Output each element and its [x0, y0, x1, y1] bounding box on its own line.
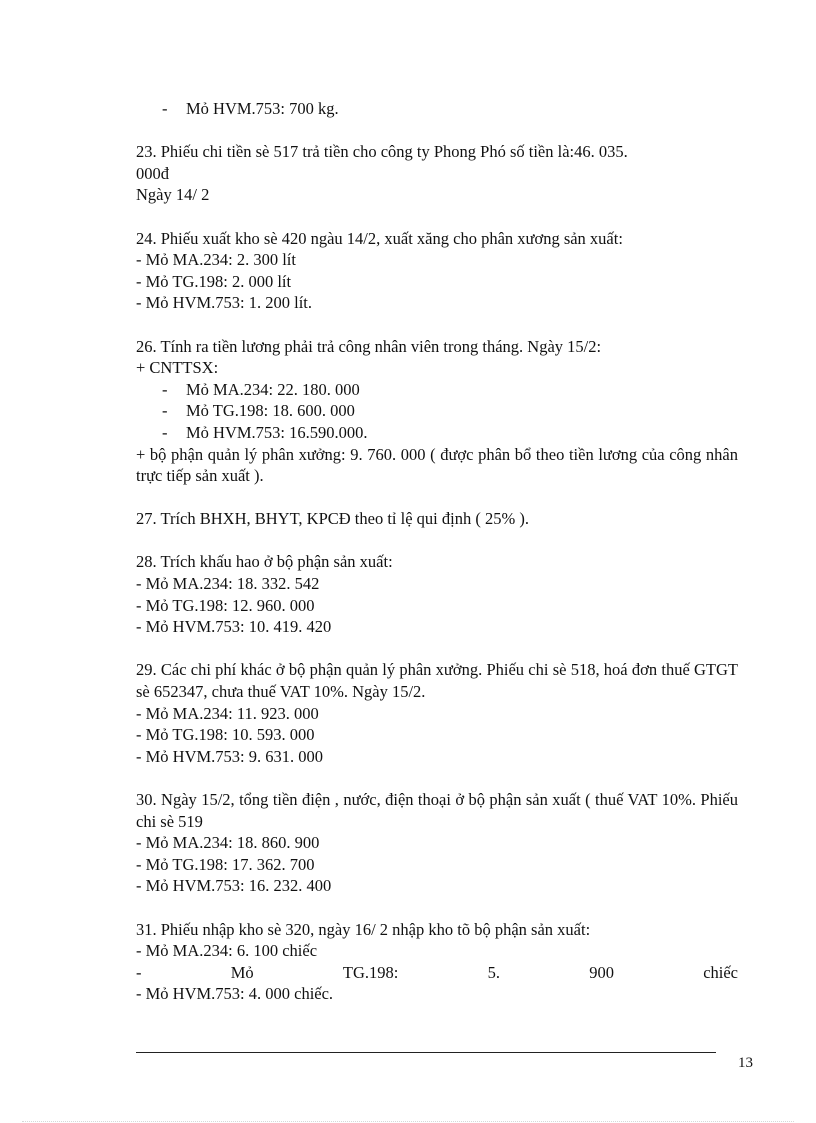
page-content [136, 98, 738, 1005]
page-bottom-border [22, 1121, 794, 1122]
item-29-heading: 29. Các chi phí khác ở bộ phận quản lý phân xưởng. Phiếu chi sè 518, hoá đơn thuế GTGT sè 652347, chưa thuế VAT 10%. Ngày 15/2. [136, 660, 738, 702]
list-item: - Mỏ TG.198: 5. 900 chiếc [136, 962, 738, 982]
item-23-line2: 000đ [136, 163, 169, 183]
list-item: - Mỏ MA.234: 2. 300 lít [136, 250, 296, 270]
list-item: - Mỏ TG.198: 2. 000 lít [136, 271, 292, 291]
list-item: - Mỏ MA.234: 18. 332. 542 [136, 574, 320, 594]
item-28-heading: 28. Trích khấu hao ở bộ phận sản xuất: [136, 552, 393, 572]
list-item: - Mỏ HVM.753: 700 kg. [162, 99, 339, 118]
item-26-sub: + CNTTSX: [136, 358, 219, 378]
list-item: - Mỏ HVM.753: 9. 631. 000 [136, 746, 324, 766]
list-item: - Mỏ TG.198: 18. 600. 000 [162, 401, 355, 421]
footer-divider [136, 1052, 716, 1053]
list-item: - Mỏ HVM.753: 4. 000 chiếc. [136, 984, 334, 1004]
list-item: - Mỏ HVM.753: 16. 232. 400 [136, 876, 332, 896]
list-item: - Mỏ HVM.753: 16.590.000. [162, 422, 368, 442]
list-item: - Mỏ HVM.753: 10. 419. 420 [136, 617, 332, 637]
item-26-note: + bộ phận quản lý phân xưởng: 9. 760. 000 ( được phân bổ theo tiền lương của công nhân trực tiếp sản xuất ). [136, 444, 738, 486]
item-26-heading: 26. Tính ra tiền lương phải trả công nhân viên trong tháng. Ngày 15/2: [136, 336, 602, 356]
item-31-heading: 31. Phiếu nhập kho sè 320, ngày 16/ 2 nhập kho tõ bộ phận sản xuất: [136, 919, 591, 939]
list-item: - Mỏ TG.198: 17. 362. 700 [136, 854, 315, 874]
item-23-line1: 23. Phiếu chi tiền sè 517 trả tiền cho công ty Phong Phó số tiền là:46. 035. [136, 142, 628, 162]
date-line: Ngày 14/ 2 [136, 185, 210, 205]
list-item: - Mỏ TG.198: 10. 593. 000 [136, 725, 315, 745]
item-27: 27. Trích BHXH, BHYT, KPCĐ theo tỉ lệ qui định ( 25% ). [136, 509, 529, 529]
page-number: 13 [738, 1055, 753, 1071]
list-item: - Mỏ HVM.753: 1. 200 lít. [136, 293, 313, 313]
item-30-heading: 30. Ngày 15/2, tổng tiền điện , nước, điện thoại ở bộ phận sản xuất ( thuế VAT 10%. Phiếu chi sè 519 [136, 790, 738, 831]
list-item: - Mỏ MA.234: 11. 923. 000 [136, 703, 319, 723]
list-item: - Mỏ TG.198: 12. 960. 000 [136, 595, 315, 615]
item-24-heading: 24. Phiếu xuất kho sè 420 ngàu 14/2, xuất xăng cho phân xương sản xuất: [136, 228, 623, 248]
list-item: - Mỏ MA.234: 6. 100 chiếc [136, 941, 318, 961]
list-item: - Mỏ MA.234: 22. 180. 000 [162, 379, 360, 399]
list-item: - Mỏ MA.234: 18. 860. 900 [136, 833, 320, 853]
